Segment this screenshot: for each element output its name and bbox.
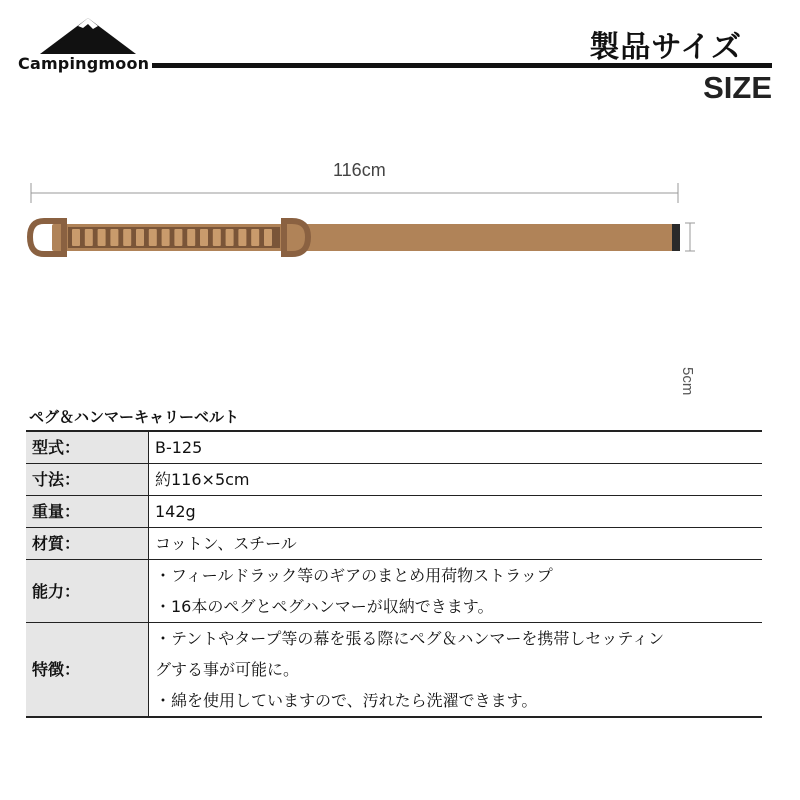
peg-loop xyxy=(110,229,118,246)
spec-value xyxy=(149,623,763,718)
spec-row xyxy=(26,528,762,560)
brand-name: Campingmoon xyxy=(18,54,150,73)
spec-value-line: ・フィールドラック等のギアのまとめ用荷物ストラップ xyxy=(155,566,553,585)
spec-value-line: ・16本のペグとペグハンマーが収納できます。 xyxy=(155,597,494,616)
spec-value xyxy=(149,464,763,496)
spec-value-line: 約116×5cm xyxy=(155,470,250,489)
spec-row xyxy=(26,496,762,528)
page-title-en: SIZE xyxy=(703,70,772,105)
spec-table xyxy=(26,430,762,718)
spec-row xyxy=(26,431,762,464)
belt-illustration xyxy=(0,150,800,280)
dimension-diagram xyxy=(0,150,800,396)
spec-label: 寸法： xyxy=(26,464,149,496)
spec-label: 特徴： xyxy=(26,623,149,718)
peg-loop xyxy=(123,229,131,246)
peg-loop xyxy=(226,229,234,246)
page-title-jp: 製品サイズ xyxy=(589,30,742,65)
brand-logo xyxy=(18,14,148,76)
peg-loop xyxy=(251,229,259,246)
spec-value xyxy=(149,560,763,623)
spec-value-line: グする事が可能に。 xyxy=(155,660,300,679)
spec-row xyxy=(26,560,762,623)
peg-loop xyxy=(264,229,272,246)
spec-value xyxy=(149,431,763,464)
spec-value xyxy=(149,528,763,560)
length-label: 116cm xyxy=(333,160,386,180)
spec-value-line: 142g xyxy=(155,502,196,521)
peg-loop xyxy=(187,229,195,246)
peg-loop xyxy=(149,229,157,246)
spec-title: ペグ＆ハンマーキャリーベルト xyxy=(29,408,240,426)
peg-loop xyxy=(72,229,80,246)
peg-loop xyxy=(162,229,170,246)
peg-loop xyxy=(98,229,106,246)
peg-loop xyxy=(85,229,93,246)
peg-loop xyxy=(238,229,246,246)
spec-row xyxy=(26,623,762,718)
width-label: 5cm xyxy=(679,367,696,396)
spec-value xyxy=(149,496,763,528)
spec-value-line: ・綿を使用していますので、汚れたら洗濯できます。 xyxy=(155,691,538,710)
spec-label: 材質： xyxy=(26,528,149,560)
peg-loop xyxy=(200,229,208,246)
peg-loop xyxy=(213,229,221,246)
spec-label: 能力： xyxy=(26,560,149,623)
spec-value-line: B-125 xyxy=(155,438,203,457)
spec-label: 重量： xyxy=(26,496,149,528)
mountain-icon xyxy=(40,16,136,56)
peg-loop xyxy=(174,229,182,246)
spec-label: 型式： xyxy=(26,431,149,464)
spec-row xyxy=(26,464,762,496)
spec-value-line: ・テントやタープ等の幕を張る際にペグ＆ハンマーを携帯しセッティン xyxy=(155,629,665,648)
spec-value-line: コットン、スチール xyxy=(155,534,297,553)
peg-loop xyxy=(136,229,144,246)
